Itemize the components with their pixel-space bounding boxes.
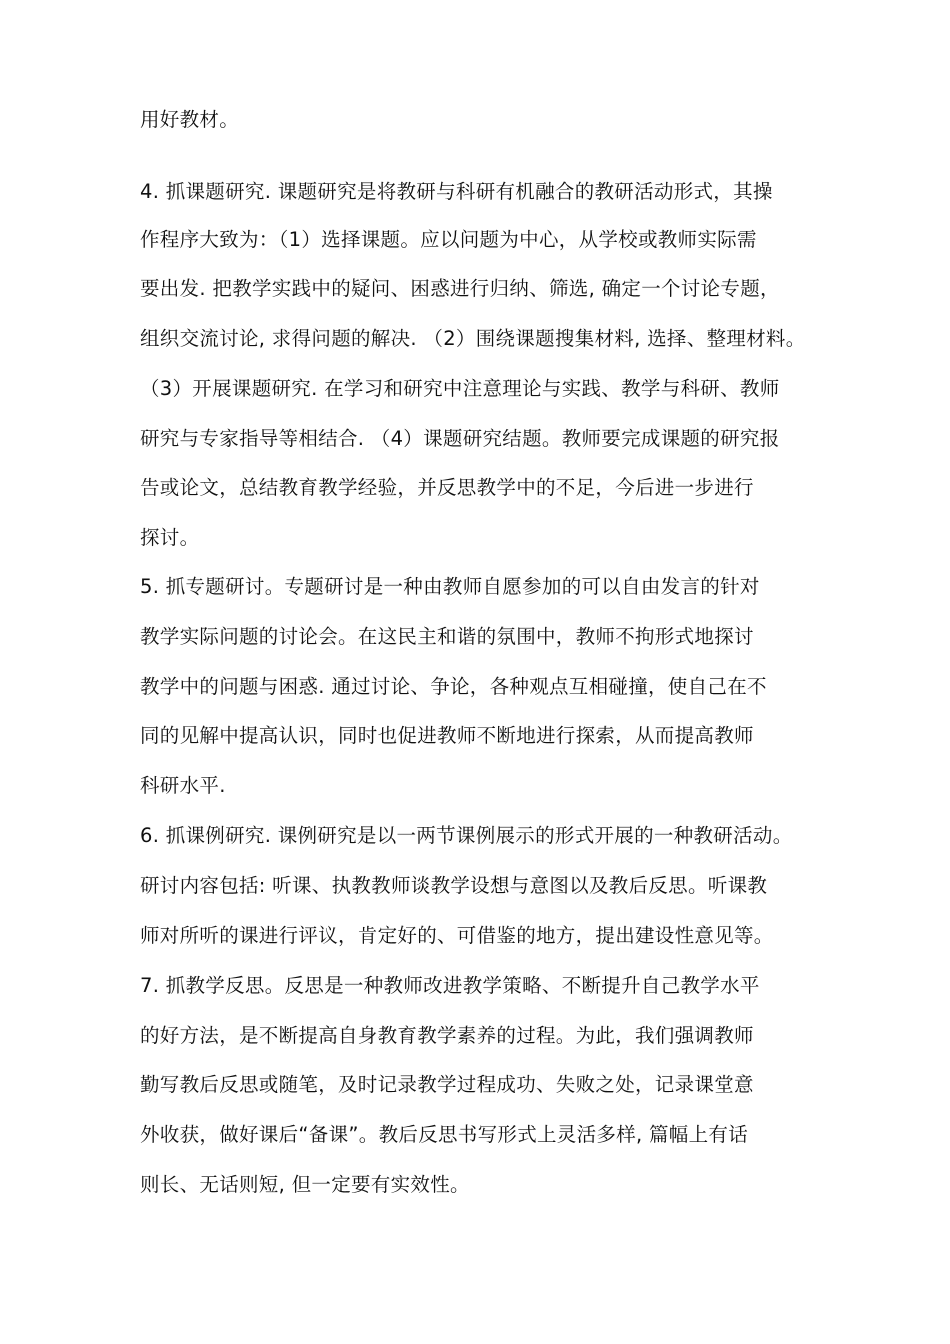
text-line: 7. 抓教学反思。反思是一种教师改进教学策略、不断提升自己教学水平 bbox=[140, 974, 760, 997]
text-line: 勤写教后反思或随笔，及时记录教学过程成功、失败之处，记录课堂意 bbox=[140, 1073, 754, 1096]
text-line: 组织交流讨论, 求得问题的解决. （2）围绕课题搜集材料, 选择、整理材料。 bbox=[140, 327, 806, 350]
text-line: 用好教材。 bbox=[140, 108, 240, 131]
text-line: 教学中的问题与困惑. 通过讨论、争论，各种观点互相碰撞，使自己在不 bbox=[140, 675, 767, 698]
text-line: 研讨内容包括: 听课、执教教师谈教学设想与意图以及教后反思。听课教 bbox=[140, 874, 768, 897]
text-line: （3）开展课题研究. 在学习和研究中注意理论与实践、教学与科研、教师 bbox=[140, 377, 780, 400]
text-line: 要出发. 把教学实践中的疑问、困惑进行归纳、筛选, 确定一个讨论专题， bbox=[140, 277, 780, 300]
text-line: 师对所听的课进行评议，肯定好的、可借鉴的地方，提出建设性意见等。 bbox=[140, 924, 774, 947]
text-line: 作程序大致为：（1）选择课题。应以问题为中心，从学校或教师实际需 bbox=[140, 228, 757, 251]
text-line: 外收获，做好课后“备课”。教后反思书写形式上灵活多样, 篇幅上有话 bbox=[140, 1123, 749, 1146]
text-line: 5. 抓专题研讨。专题研讨是一种由教师自愿参加的可以自由发言的针对 bbox=[140, 575, 760, 598]
text-line: 告或论文，总结教育教学经验，并反思教学中的不足，今后进一步进行 bbox=[140, 476, 754, 499]
text-line: 则长、无话则短, 但一定要有实效性。 bbox=[140, 1173, 470, 1196]
text-line: 6. 抓课例研究. 课例研究是以一两节课例展示的形式开展的一种教研活动。 bbox=[140, 824, 793, 847]
text-line: 研究与专家指导等相结合. （4）课题研究结题。教师要完成课题的研究报 bbox=[140, 427, 780, 450]
text-line: 同的见解中提高认识，同时也促进教师不断地进行探索，从而提高教师 bbox=[140, 724, 754, 747]
text-line: 的好方法，是不断提高自身教育教学素养的过程。为此，我们强调教师 bbox=[140, 1024, 754, 1047]
text-line: 教学实际问题的讨论会。在这民主和谐的氛围中，教师不拘形式地探讨 bbox=[140, 625, 754, 648]
text-line: 探讨。 bbox=[140, 526, 200, 549]
text-line: 科研水平. bbox=[140, 774, 226, 797]
text-line: 4. 抓课题研究. 课题研究是将教研与科研有机融合的教研活动形式，其操 bbox=[140, 180, 773, 203]
